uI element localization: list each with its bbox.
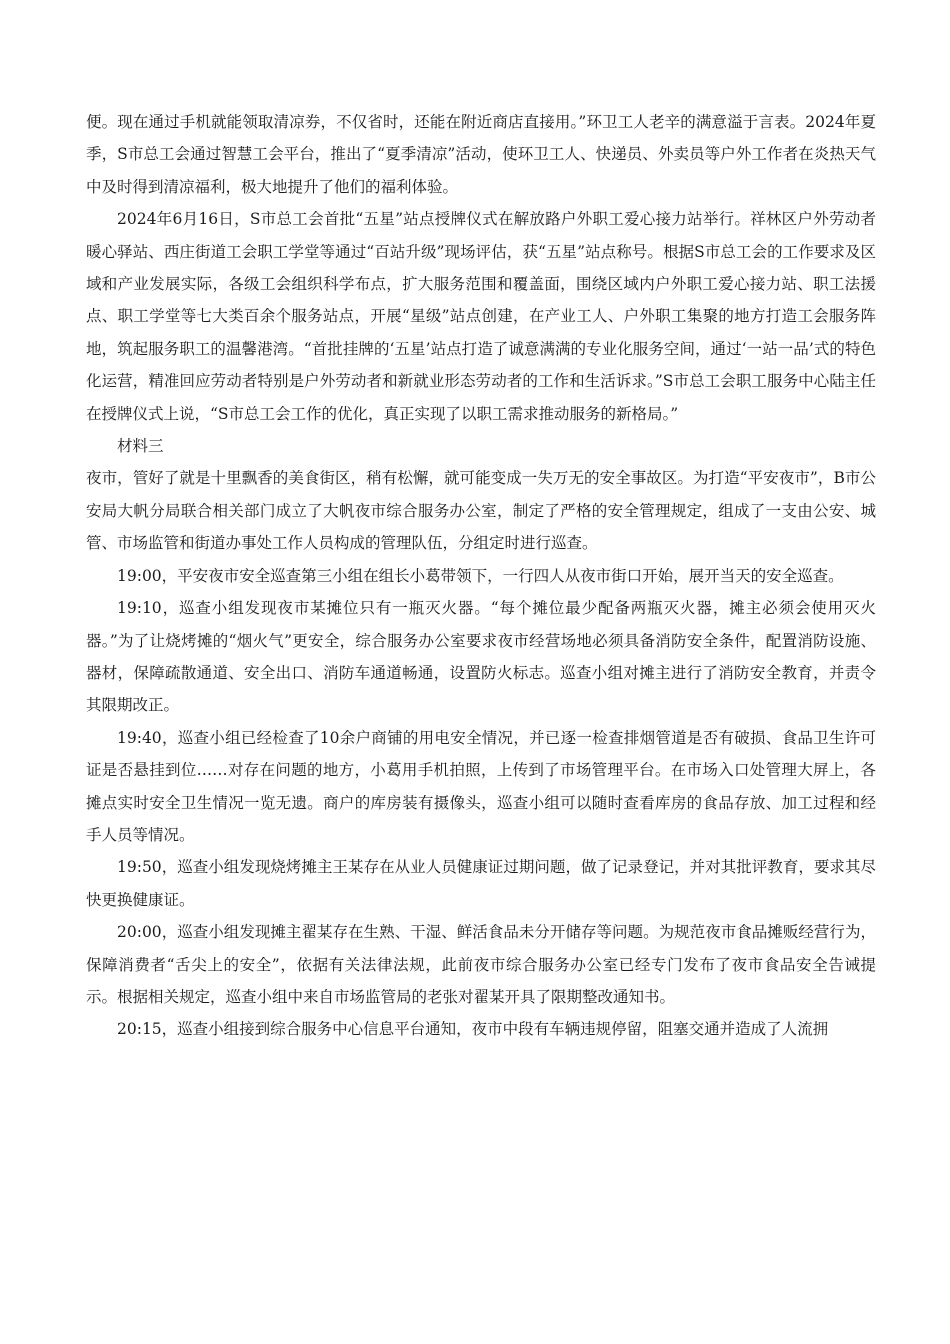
paragraph-9: 20:00，巡查小组发现摊主翟某存在生熟、干湿、鲜活食品未分开储存等问题。为规范夜市食品摊贩经营行为，保障消费者“舌尖上的安全”，依据有关法律法规，此前夜市综合服务办公室已经专门发布了夜市食品安全告诫提示。根据相关规定，巡查小组中来自市场监管局的老张对翟某开具了限期整改通知书。 bbox=[86, 923, 876, 1006]
paragraph-5: 19:00，平安夜市安全巡查第三小组在组长小葛带领下，一行四人从夜市街口开始，展开当天的安全巡查。 bbox=[117, 566, 844, 585]
paragraph-8: 19:50，巡查小组发现烧烤摊主王某存在从业人员健康证过期问题，做了记录登记，并对其批评教育，要求其尽快更换健康证。 bbox=[86, 858, 876, 909]
section-heading-material-3: 材料三 bbox=[117, 437, 164, 456]
paragraph-2: 2024年6月16日，S市总工会首批“五星”站点授牌仪式在解放路户外职工爱心接力站举行。祥林区户外劳动者暖心驿站、西庄街道工会职工学堂等通过“百站升级”现场评估，获“五星”站点称号。根据S市总工会的工作要求及区域和产业发展实际，各级工会组织科学布点，扩大服务范围和覆盖面，围绕区域内户外职工爱心接力站、职工法援点、职工学堂等七大类百余个服务站点，开展“星级”站点创建，在产业工人、户外职工集聚的地方打造工会服务阵地，筑起服务职工的温馨港湾。“首批挂牌的‘五星’站点打造了诚意满满的专业化服务空间，通过‘一站一品’式的特色化运营，精准回应劳动者特别是户外劳动者和新就业形态劳动者的工作和生活诉求。”S市总工会职工服务中心陆主任在授牌仪式上说，“S市总工会工作的优化，真正实现了以职工需求推动服务的新格局。” bbox=[86, 210, 876, 423]
paragraph-7: 19:40，巡查小组已经检查了10余户商铺的用电安全情况，并已逐一检查排烟管道是否有破损、食品卫生许可证是否悬挂到位……对存在问题的地方，小葛用手机拍照，上传到了市场管理平台。在市场入口处管理大屏上，各摊点实时安全卫生情况一览无遗。商户的库房装有摄像头，巡查小组可以随时查看库房的食品存放、加工过程和经手人员等情况。 bbox=[86, 728, 876, 844]
paragraph-4: 夜市，管好了就是十里飘香的美食街区，稍有松懈，就可能变成一失万无的安全事故区。为打造“平安夜市”，B市公安局大帆分局联合相关部门成立了大帆夜市综合服务办公室，制定了严格的安全管理规定，组成了一支由公安、城管、市场监管和街道办事处工作人员构成的管理队伍，分组定时进行巡查。 bbox=[86, 469, 876, 553]
paragraph-6: 19:10，巡查小组发现夜市某摊位只有一瓶灭火器。“每个摊位最少配备两瓶灭火器，摊主必须会使用灭火器。”为了让烧烤摊的“烟火气”更安全，综合服务办公室要求夜市经营场地必须具备消防安全条件，配置消防设施、器材，保障疏散通道、安全出口、消防车通道畅通，设置防火标志。巡查小组对摊主进行了消防安全教育，并责令其限期改正。 bbox=[86, 599, 876, 715]
paragraph-10: 20:15，巡查小组接到综合服务中心信息平台通知，夜市中段有车辆违规停留，阻塞交通并造成了人流拥 bbox=[117, 1020, 829, 1039]
document-body bbox=[86, 106, 876, 1046]
paragraph-1: 便。现在通过手机就能领取清凉券，不仅省时，还能在附近商店直接用。”环卫工人老辛的满意溢于言表。2024年夏季，S市总工会通过智慧工会平台，推出了“夏季清凉”活动，使环卫工人、快递员、外卖员等户外工作者在炎热天气中及时得到清凉福利，极大地提升了他们的福利体验。 bbox=[86, 113, 876, 196]
